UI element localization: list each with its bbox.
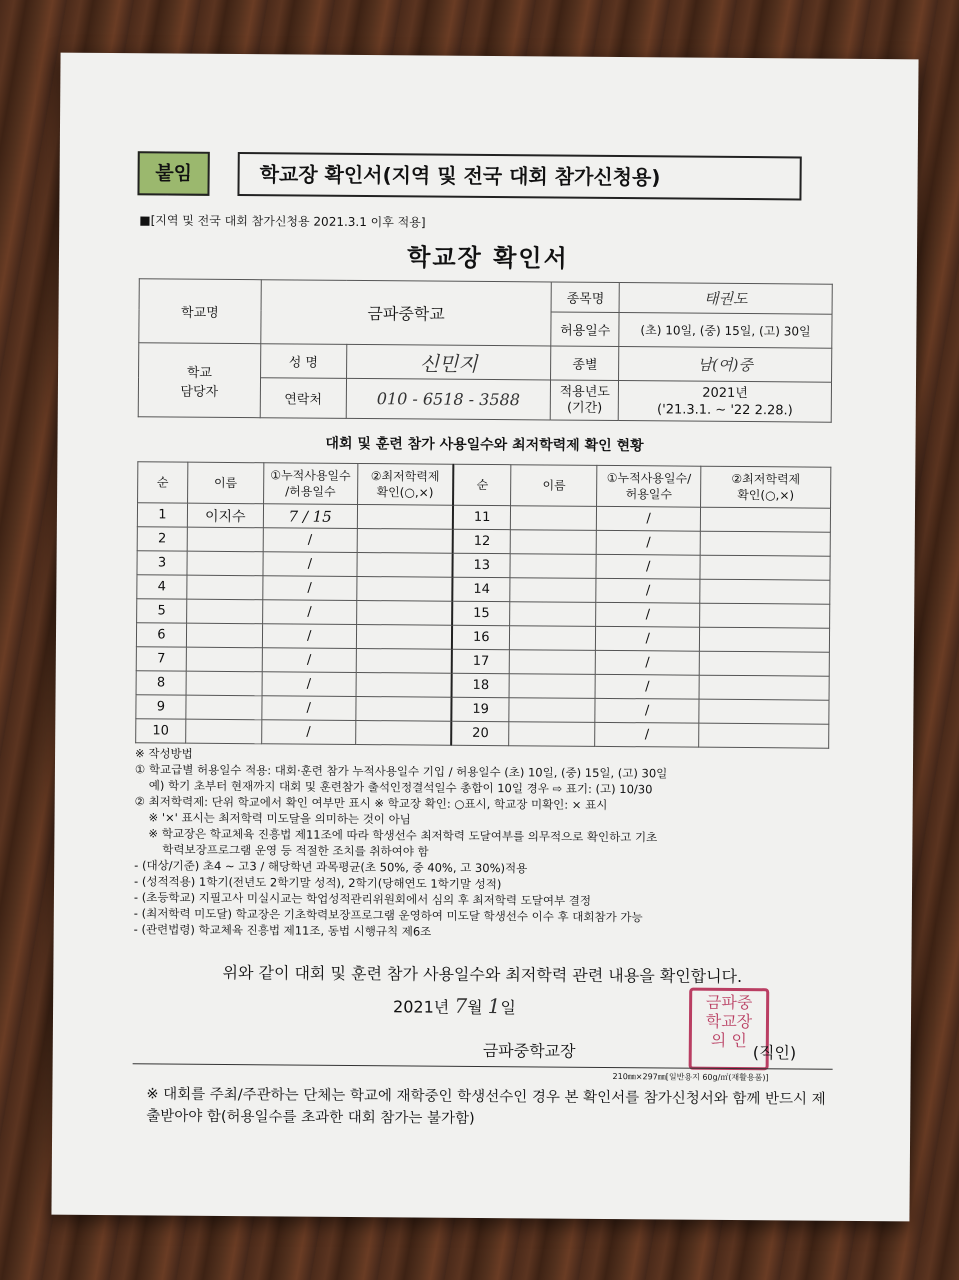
note-line: ① 학교급별 허용일수 적용: 대회·훈련 참가 누적사용일수 기입 / 허용일수 (초) 10일, (중) 15일, (고) 30일 [134, 762, 668, 781]
document-paper [51, 53, 918, 1222]
row-number: 4 [137, 575, 187, 599]
student-name [510, 578, 596, 603]
note-line: ※ 작성방법 [135, 746, 193, 761]
student-name [509, 698, 595, 723]
days-used: / [263, 528, 357, 553]
seal-label: (직인) [752, 1043, 797, 1063]
confirmation-statement: 위와 같이 대회 및 훈련 참가 사용일수와 최저학력 관련 내용을 확인합니다. [222, 962, 743, 987]
row-number: 5 [137, 599, 187, 623]
check-cell [699, 723, 829, 748]
student-name [187, 527, 263, 552]
days-used: / [596, 578, 700, 603]
student-name [186, 647, 262, 672]
student-name [186, 671, 262, 696]
row-number: 6 [136, 623, 186, 647]
note-line: - (대상/기준) 초4 ~ 고3 / 해당학년 과목평균(초 50%, 중 40%, 고 30%)적용 [134, 858, 528, 876]
gender-value: 남(여)중 [619, 347, 832, 383]
staff-label: 학교 담당자 [138, 343, 260, 418]
check-cell [700, 579, 830, 604]
student-name [510, 626, 596, 651]
days-used: / [595, 722, 699, 747]
table-header-row [138, 462, 831, 508]
days-used: / [596, 626, 700, 651]
days-used: / [596, 650, 700, 675]
col-days-header-2: ①누적사용일수/ 허용일수 [597, 465, 701, 507]
check-cell [699, 675, 829, 700]
student-name [186, 623, 262, 648]
school-label: 학교명 [139, 279, 261, 344]
section-title: 대회 및 훈련 참가 사용일수와 최저학력제 확인 현황 [325, 435, 644, 455]
row-number: 15 [452, 601, 510, 625]
days-used: / [263, 552, 357, 577]
row-number: 11 [453, 505, 511, 529]
year-label: 적용년도 (기간) [551, 380, 619, 421]
check-cell [356, 672, 452, 697]
instructions [134, 745, 855, 943]
student-name [509, 722, 595, 747]
note-line: - (성적적용) 1학기(전년도 2학기말 성적), 2학기(당해연도 1학기말 성적) [134, 874, 502, 892]
student-name [187, 599, 263, 624]
check-cell [356, 576, 452, 601]
contact-value: 010 - 6518 - 3588 [346, 378, 551, 420]
gender-label: 종별 [551, 346, 619, 381]
check-cell [699, 651, 829, 676]
days-used: / [262, 672, 356, 697]
days-used: / [596, 530, 700, 555]
row-number: 16 [452, 625, 510, 649]
note-line: 예) 학기 초부터 현재까지 대회 및 훈련참가 출석인정결석일수 총합이 10일 경우 ⇨ 표기: (고) 10/30 [148, 778, 653, 797]
days-used: 7 / 15 [263, 504, 357, 529]
school-info-table [138, 278, 833, 422]
check-cell [700, 603, 830, 628]
check-cell [356, 648, 452, 673]
page-title: 학교장 확인서 [407, 243, 569, 273]
attachment-tag: 붙임 [137, 151, 209, 196]
school-name: 금파중학교 [261, 280, 552, 346]
days-used: / [263, 576, 357, 601]
student-name [510, 650, 596, 675]
paper-spec: 210㎜×297㎜[일반용지 60g/㎡(재활용품)] [612, 1072, 769, 1083]
allowed-days-value: (초) 10일, (중) 15일, (고) 30일 [619, 313, 832, 349]
days-used: / [262, 600, 356, 625]
document-header-title: 학교장 확인서(지역 및 전국 대회 참가신청용) [237, 152, 801, 200]
student-name [187, 575, 263, 600]
check-cell [699, 699, 829, 724]
table-body [136, 503, 831, 748]
row-number: 12 [453, 529, 511, 553]
col-check-header: ②최저학력제 확인(○,×) [357, 463, 453, 505]
note-line: - (초등학교) 지필고사 미실시교는 학업성적관리위원회에서 심의 후 최저학력 도달여부 결정 [133, 890, 592, 908]
days-used: / [261, 720, 355, 745]
check-cell [700, 531, 830, 556]
row-number: 7 [136, 647, 186, 671]
row-number: 14 [452, 577, 510, 601]
allowed-days-label: 허용일수 [551, 312, 619, 347]
check-cell [700, 627, 830, 652]
participation-table [135, 461, 831, 748]
days-used: / [597, 506, 701, 531]
days-used: / [595, 698, 699, 723]
col-days-header: ①누적사용일수 /허용일수 [263, 463, 357, 505]
principal-title: 금파중학교장 [482, 1040, 576, 1061]
note-line: ※ '×' 표시는 최저학력 미도달을 의미하는 것이 아님 [148, 810, 411, 827]
staff-name-label: 성 명 [260, 344, 346, 379]
row-number: 9 [136, 695, 186, 719]
contact-label: 연락처 [260, 378, 346, 419]
row-number: 3 [137, 551, 187, 575]
col-no-header: 순 [138, 462, 188, 503]
student-name: 이지수 [187, 503, 263, 528]
row-number: 13 [452, 553, 510, 577]
student-name [511, 506, 597, 531]
student-name [511, 530, 597, 555]
staff-name-value: 신민지 [346, 344, 551, 380]
sport-label: 종목명 [551, 282, 619, 313]
days-used: / [595, 674, 699, 699]
check-cell [355, 720, 451, 745]
student-name [510, 554, 596, 579]
row-number: 19 [451, 697, 509, 721]
check-cell [356, 624, 452, 649]
row-number: 2 [137, 527, 187, 551]
year-value: 2021년 ('21.3.1. ~ '22 2.28.) [618, 381, 831, 423]
check-cell [357, 528, 453, 553]
row-number: 10 [136, 719, 186, 743]
col-name-header-2: 이름 [511, 465, 597, 507]
check-cell [356, 600, 452, 625]
student-name [186, 695, 262, 720]
note-line: ※ 학교장은 학교체육 진흥법 제11조에 따라 학생선수 최저학력 도달여부를 의무적으로 확인하고 기초 [148, 826, 658, 845]
student-name [510, 602, 596, 627]
col-check-header-2: ②최저학력제 확인(○,×) [701, 466, 831, 508]
days-used: / [262, 696, 356, 721]
note-line: - (관련법령) 학교체육 진흥법 제11조, 동법 시행규칙 제6조 [133, 922, 432, 939]
sport-value: 태권도 [619, 283, 832, 315]
signing-date: 2021년 7월 1일 [393, 993, 516, 1019]
row-number: 20 [451, 721, 509, 745]
check-cell [700, 555, 830, 580]
check-cell [700, 507, 830, 532]
note-line: - (최저학력 미도달) 학교장은 기초학력보장프로그램 운영하여 미도달 학생선수 이수 후 대회참가 가능 [133, 906, 643, 925]
col-name-header: 이름 [187, 462, 263, 504]
days-used: / [262, 648, 356, 673]
col-no-header-2: 순 [453, 464, 511, 505]
student-name [509, 674, 595, 699]
note-line: 학력보장프로그램 운영 등 적절한 조치를 취하여야 함 [162, 842, 429, 859]
check-cell [357, 552, 453, 577]
student-name [187, 551, 263, 576]
row-number: 18 [452, 673, 510, 697]
days-used: / [596, 602, 700, 627]
row-number: 8 [136, 671, 186, 695]
official-seal-stamp: 금파중 학교장 의 인 [689, 988, 770, 1071]
student-name [186, 719, 262, 744]
table-row [136, 719, 829, 748]
days-used: / [262, 624, 356, 649]
check-cell [357, 504, 453, 529]
days-used: / [596, 554, 700, 579]
check-cell [355, 696, 451, 721]
row-number: 17 [452, 649, 510, 673]
row-number: 1 [137, 503, 187, 527]
footer-note: ※ 대회를 주최/주관하는 단체는 학교에 재학중인 학생선수인 경우 본 확인서를 참가신청서와 함께 반드시 제출받아야 함(허용일수를 초과한 대회 참가는 불가함) [146, 1086, 826, 1127]
note-line: ② 최저학력제: 단위 학교에서 확인 여부만 표시 ※ 학교장 확인: ○표시, 학교장 미확인: × 표시 [134, 794, 608, 812]
application-note: ■[지역 및 전국 대회 참가신청용 2021.3.1 이후 적용] [139, 213, 426, 230]
